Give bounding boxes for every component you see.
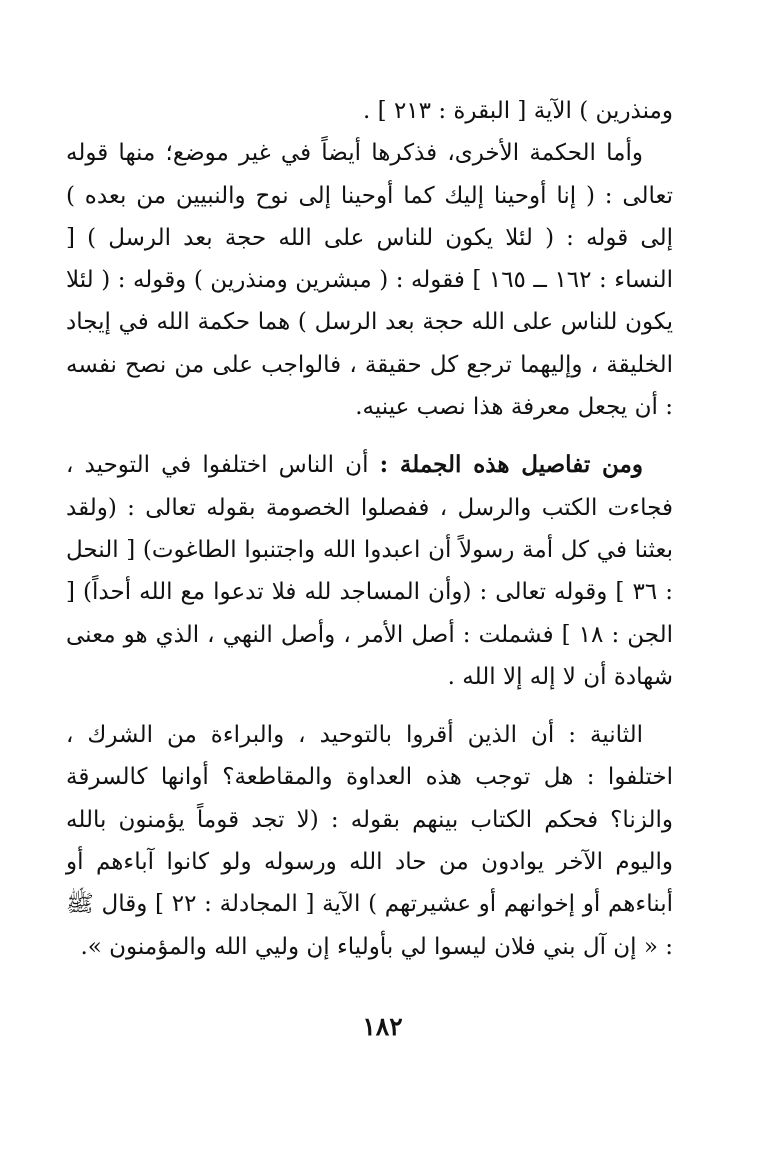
paragraph-text: الثانية : أن الذين أقروا بالتوحيد ، والبراءة من الشرك ، اختلفوا : هل توجب هذه العداوة والمقاطعة؟ أوانها كالسرقة والزنا؟ فحكم الكتاب بينهم بقوله : (لا تجد قوماً يؤمنون بالله واليوم الآخر يوادون من حاد الله ورسوله ولو كانوا آباءهم أو أبناءهم أو إخوانهم أو عشيرتهم ) الآية [ المجادلة : ٢٢ ] وقال ﷺ : « إن آل بني فلان ليسوا لي بأولياء إن وليي الله والمؤمنون ». xyxy=(66,722,673,960)
paragraph-details xyxy=(66,444,673,698)
paragraph-verse-ending xyxy=(66,90,673,132)
paragraph-second-point xyxy=(66,714,673,968)
section-lead: ومن تفاصيل هذه الجملة : xyxy=(379,451,643,479)
page-number: ١٨٢ xyxy=(362,1012,403,1041)
paragraph-text: ومنذرين ) الآية [ البقرة : ٢١٣ ] . xyxy=(363,98,673,124)
paragraph-text: وأما الحكمة الأخرى، فذكرها أيضاً في غير موضع؛ منها قوله تعالى : ( إنا أوحينا إليك كما أوحينا إلى نوح والنبيين من بعده ) إلى قوله : ( لئلا يكون للناس على الله حجة بعد الرسل ) [ النساء : ١٦٢ ــ ١٦٥ ] فقوله : ( مبشرين ومنذرين ) وقوله : ( لئلا يكون للناس على الله حجة بعد الرسل ) هما حكمة الله في إيجاد الخليقة ، وإليهما ترجع كل حقيقة ، فالواجب على من نصح نفسه : أن يجعل معرفة هذا نصب عينيه. xyxy=(66,140,673,421)
paragraph-text: أن الناس اختلفوا في التوحيد ، فجاءت الكتب والرسل ، ففصلوا الخصومة بقوله تعالى : (ولقد بعثنا في كل أمة رسولاً أن اعبدوا الله واجتنبوا الطاغوت) [ النحل : ٣٦ ] وقوله تعالى : (وأن المساجد لله فلا تدعوا مع الله أحداً) [ الجن : ١٨ ] فشملت : أصل الأمر ، وأصل النهي ، الذي هو معنى شهادة أن لا إله إلا الله . xyxy=(66,452,674,690)
page-text xyxy=(66,90,673,968)
paragraph-second-wisdom xyxy=(66,132,673,428)
